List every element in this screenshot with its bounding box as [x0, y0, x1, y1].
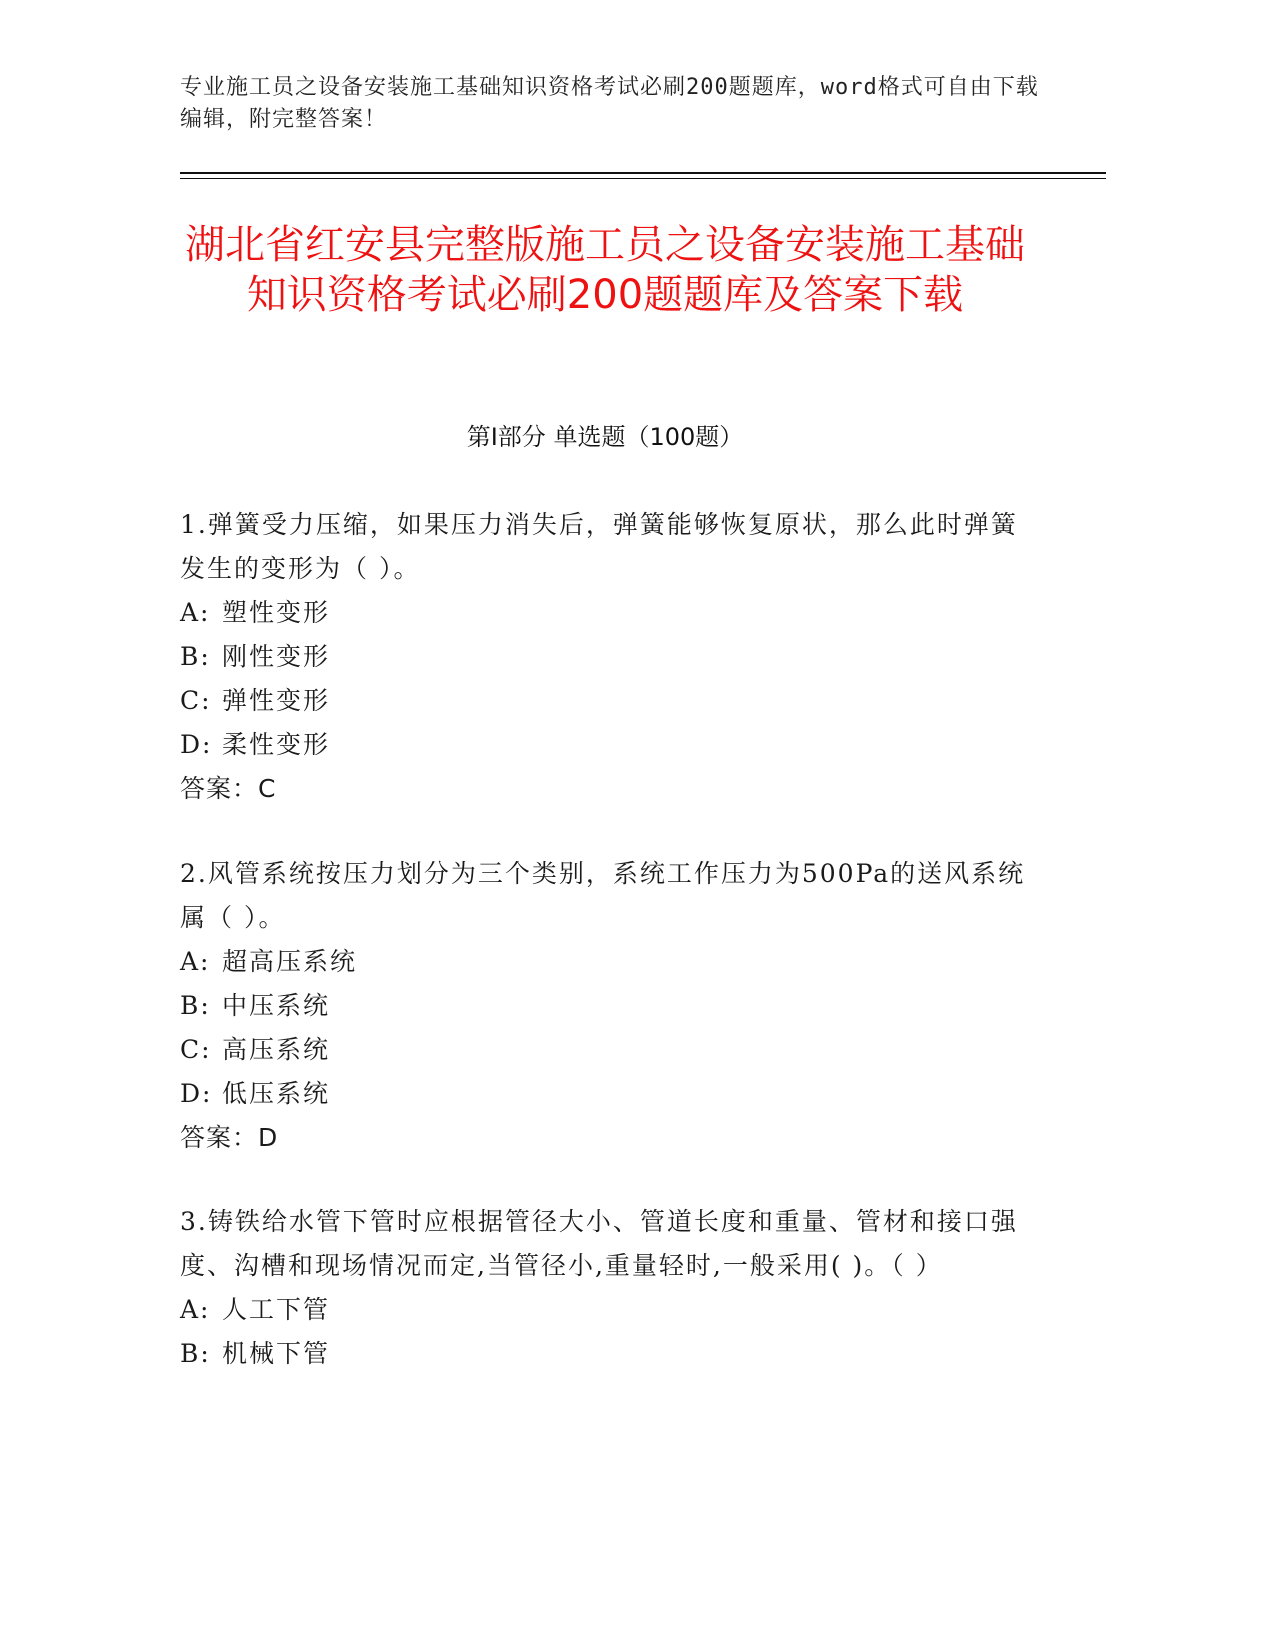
option-text: 中压系统: [222, 991, 331, 1020]
option-c: [180, 679, 1030, 723]
option-text: 高压系统: [222, 1035, 331, 1064]
answer-line: 答案：D: [180, 1123, 279, 1152]
option-text: 弹性变形: [222, 686, 331, 715]
option-text: 柔性变形: [222, 730, 331, 759]
option-text: 塑性变形: [222, 598, 331, 627]
option-text: 超高压系统: [222, 947, 358, 976]
question-block: [180, 1200, 1030, 1376]
option-letter: A:: [180, 947, 211, 976]
option-d: [180, 723, 1030, 767]
option-letter: A:: [180, 598, 211, 627]
option-letter: B:: [180, 1339, 211, 1368]
option-a: [180, 1288, 1030, 1332]
option-text: 机械下管: [222, 1339, 331, 1368]
question-stem: 2.风管系统按压力划分为三个类别，系统工作压力为500Pa的送风系统属（ ）。: [180, 859, 1026, 932]
option-letter: C:: [180, 1035, 212, 1064]
option-b: [180, 635, 1030, 679]
option-text: 人工下管: [222, 1295, 331, 1324]
option-c: [180, 1028, 1030, 1072]
option-letter: A:: [180, 1295, 211, 1324]
header-note: 专业施工员之设备安装施工基础知识资格考试必刷200题题库，word格式可自由下载编辑，附完整答案！: [180, 75, 1039, 132]
option-a: [180, 940, 1030, 984]
question-stem: 1.弹簧受力压缩，如果压力消失后，弹簧能够恢复原状，那么此时弹簧发生的变形为（ ）。: [180, 510, 1018, 583]
option-d: [180, 1072, 1030, 1116]
option-letter: D:: [180, 1079, 213, 1108]
option-letter: D:: [180, 730, 213, 759]
option-letter: B:: [180, 642, 211, 671]
option-letter: C:: [180, 686, 212, 715]
option-text: 低压系统: [222, 1079, 331, 1108]
option-b: [180, 1332, 1030, 1376]
question-stem: 3.铸铁给水管下管时应根据管径大小、管道长度和重量、管材和接口强度、沟槽和现场情况而定,当管径小,重量轻时,一般采用( )。（ ）: [180, 1207, 1018, 1280]
question-block: [180, 852, 1030, 1160]
option-letter: B:: [180, 991, 211, 1020]
section-title: 第I部分 单选题（100题）: [466, 423, 744, 451]
header-divider-thin: [180, 178, 1106, 179]
document-title: 湖北省红安县完整版施工员之设备安装施工基础知识资格考试必刷200题题库及答案下载: [185, 222, 1025, 318]
option-a: [180, 591, 1030, 635]
question-block: [180, 503, 1030, 811]
header-divider-thick: [180, 172, 1106, 174]
option-text: 刚性变形: [222, 642, 331, 671]
option-b: [180, 984, 1030, 1028]
answer-line: 答案：C: [180, 774, 277, 803]
